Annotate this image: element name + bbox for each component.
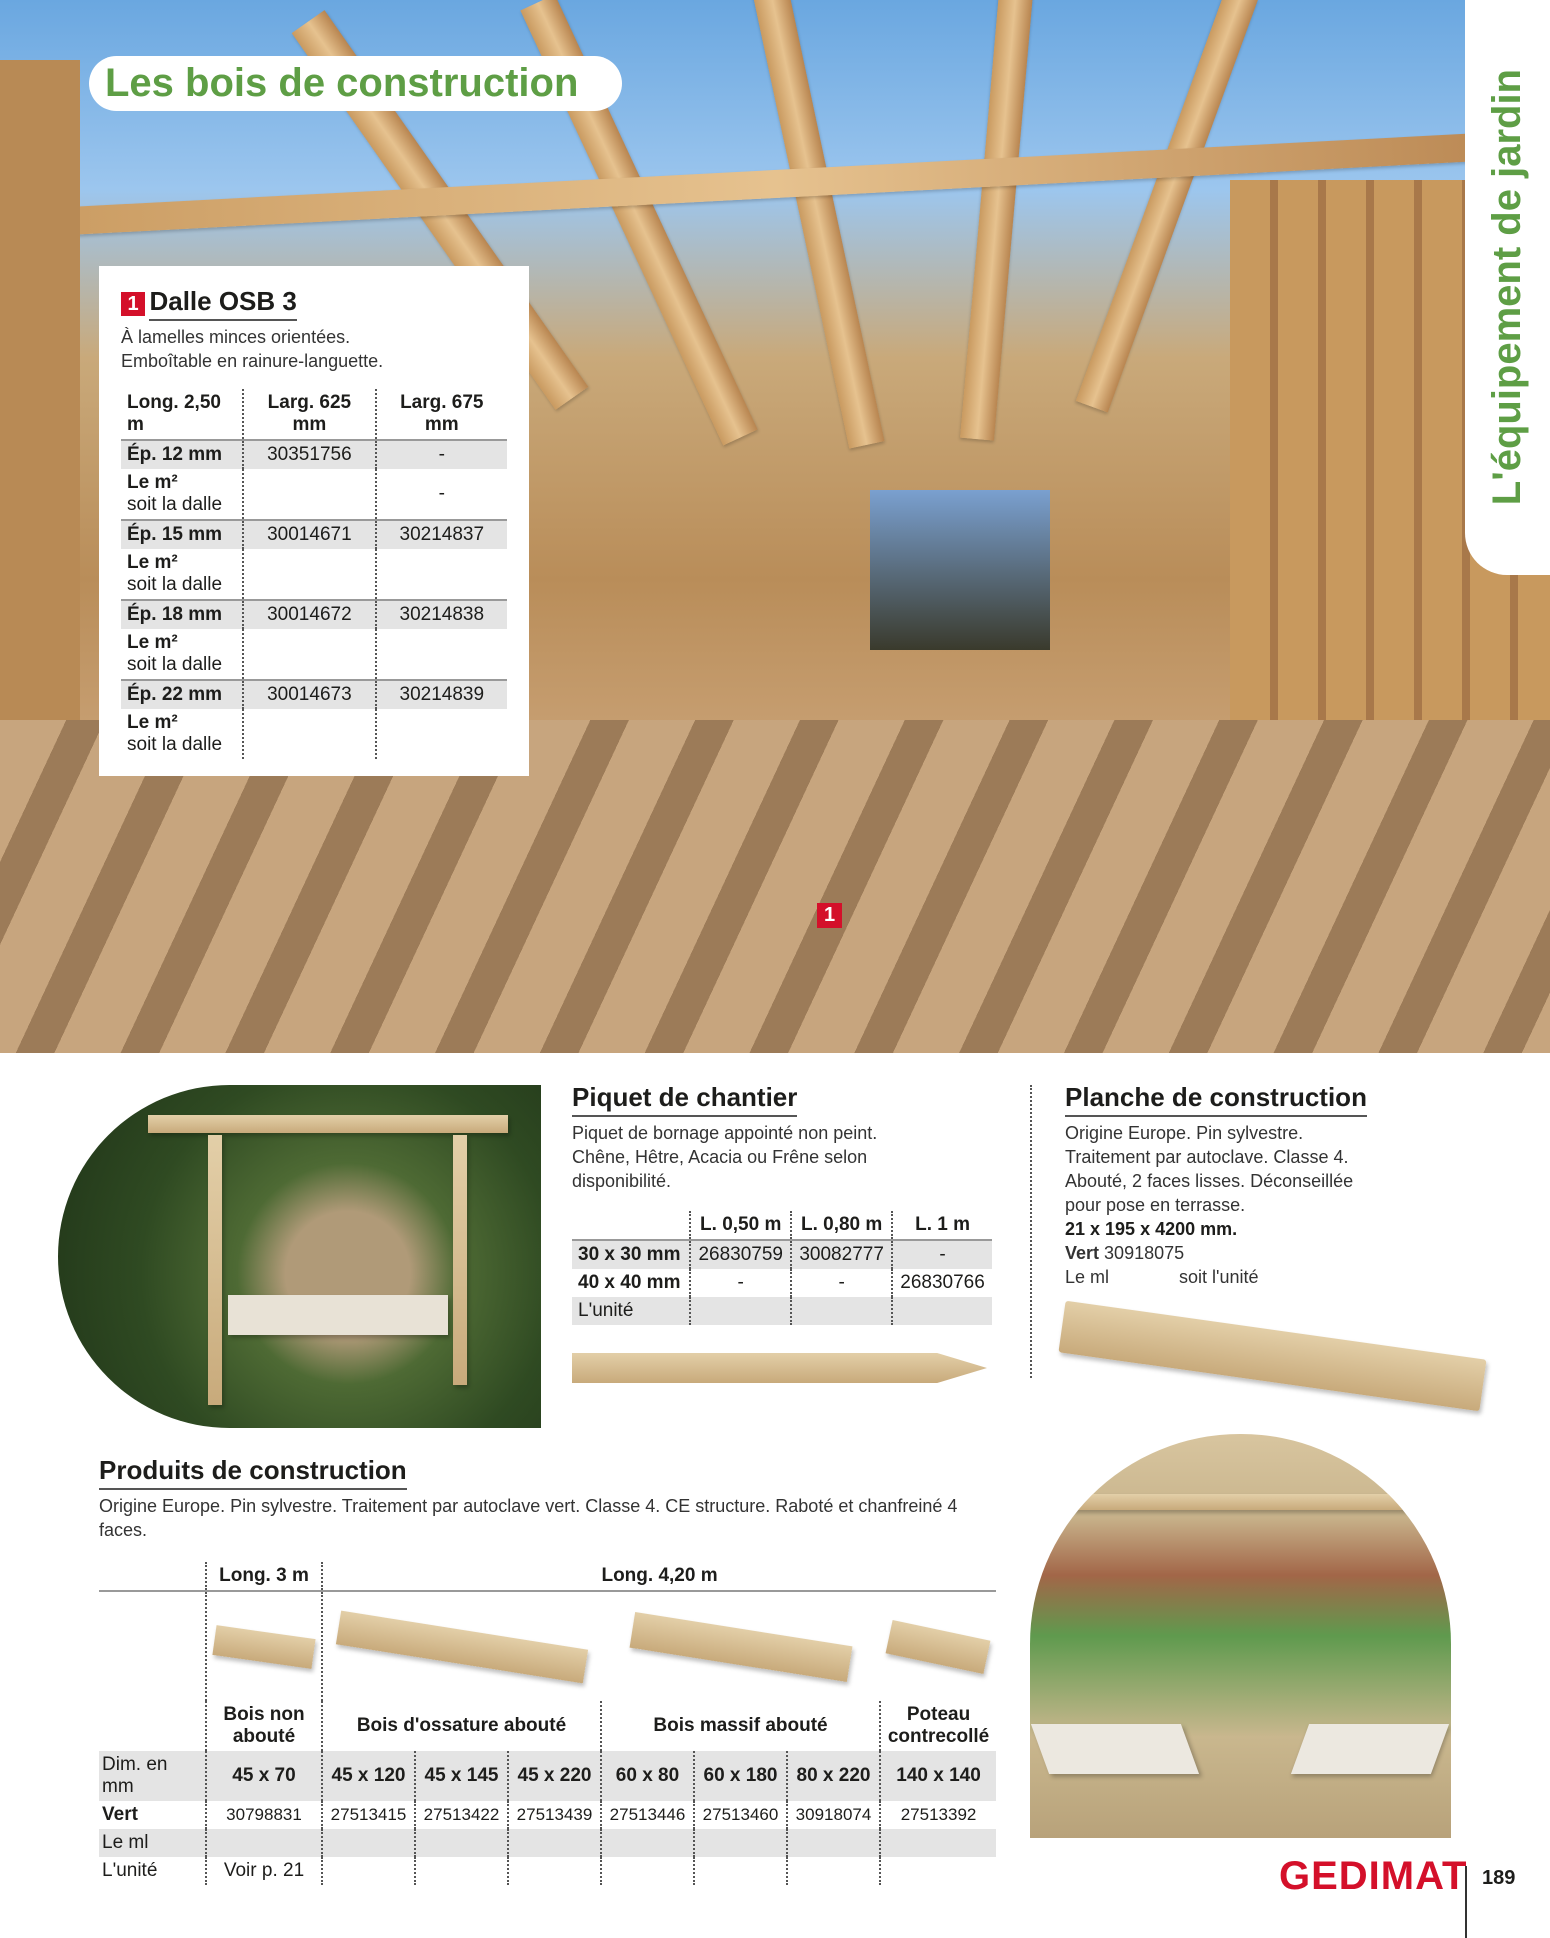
page-title-text: Les bois de construction	[105, 61, 579, 105]
produits-section	[99, 1455, 999, 1885]
osb-table	[121, 389, 507, 759]
table-row: Le m² soit la dalle -	[121, 469, 507, 520]
page-title	[89, 56, 622, 111]
gedimat-logo: GEDIMAT	[1279, 1854, 1468, 1898]
table-row: Le ml	[99, 1829, 996, 1857]
section-tab-label: L'équipement de jardin	[1485, 69, 1529, 506]
osb-product-box	[99, 266, 529, 776]
table-header: Long. 4,20 m	[322, 1562, 996, 1591]
product-title: Planche de construction	[1065, 1082, 1367, 1117]
product-desc: À lamelles minces orientées.	[121, 327, 351, 347]
vert-ref: 30918075	[1104, 1243, 1185, 1263]
bench	[1291, 1724, 1449, 1774]
table-row: Ép. 22 mm 30014673 30214839	[121, 680, 507, 709]
lumber-image	[212, 1625, 315, 1669]
produits-table	[99, 1562, 996, 1885]
group-label: Bois non abouté	[206, 1701, 322, 1751]
table-header: L. 1 m	[892, 1211, 992, 1240]
pergola-beam	[1070, 1494, 1410, 1510]
swing-bed	[228, 1295, 448, 1335]
product-title: Dalle OSB 3	[149, 286, 296, 321]
table-row: Vert 30798831 27513415 27513422 27513439 27513446 27513460 30918074 27513392	[99, 1801, 996, 1829]
page-number: 189	[1482, 1867, 1516, 1889]
price-unit-label: soit l'unité	[1179, 1267, 1259, 1287]
product-desc: Origine Europe. Pin sylvestre.	[1065, 1123, 1304, 1143]
product-number-badge: 1	[121, 292, 145, 316]
product-desc: disponibilité.	[572, 1171, 672, 1191]
table-header: L. 0,50 m	[690, 1211, 791, 1240]
lumber-image	[886, 1619, 991, 1673]
table-row: L'unité	[572, 1297, 992, 1325]
table-row: Le m² soit la dalle	[121, 709, 507, 759]
table-row: Dim. en mm 45 x 70 45 x 120 45 x 145 45 x 220 60 x 80 60 x 180 80 x 220 140 x 140	[99, 1751, 996, 1801]
table-row: 40 x 40 mm - - 26830766	[572, 1269, 992, 1297]
product-desc: Chêne, Hêtre, Acacia ou Frêne selon	[572, 1147, 868, 1167]
product-desc: Piquet de bornage appointé non peint.	[572, 1123, 878, 1143]
roof-beam	[960, 0, 1034, 441]
product-desc: Origine Europe. Pin sylvestre. Traitement par autoclave vert. Classe 4. CE structure. Raboté et chanfreiné 4 faces.	[99, 1496, 958, 1540]
table-row: Ép. 12 mm 30351756 -	[121, 440, 507, 469]
lumber-image	[629, 1612, 852, 1682]
price-ml-label: Le ml	[1065, 1267, 1110, 1287]
product-desc: Emboîtable en rainure-languette.	[121, 351, 384, 371]
table-header: Larg. 625 mm	[243, 389, 375, 440]
table-row: L'unité Voir p. 21	[99, 1857, 996, 1885]
product-title: Piquet de chantier	[572, 1082, 797, 1117]
planche-section	[1065, 1082, 1445, 1289]
group-label: Bois massif abouté	[601, 1701, 880, 1751]
table-row: Le m² soit la dalle	[121, 629, 507, 680]
table-row: Le m² soit la dalle	[121, 549, 507, 600]
hanging-bed-photo	[58, 1085, 541, 1428]
pergola-roof	[148, 1115, 508, 1133]
column-divider	[1030, 1085, 1032, 1378]
table-header: Long. 2,50 m	[127, 392, 221, 435]
pergola-photo	[1030, 1434, 1451, 1838]
post	[453, 1135, 467, 1385]
group-label: Poteau contrecollé	[880, 1701, 996, 1751]
table-header: Long. 3 m	[206, 1562, 322, 1591]
footer-divider	[1465, 1866, 1467, 1938]
table-header: Larg. 675 mm	[376, 389, 507, 440]
wall-left	[0, 60, 80, 820]
product-desc: pour pose en terrasse.	[1065, 1195, 1246, 1215]
table-header: L. 0,80 m	[791, 1211, 892, 1240]
product-desc: Abouté, 2 faces lisses. Déconseillée	[1065, 1171, 1354, 1191]
bench	[1031, 1724, 1199, 1774]
stake-image	[572, 1353, 987, 1383]
table-row: Ép. 18 mm 30014672 30214838	[121, 600, 507, 629]
piquet-table	[572, 1211, 992, 1325]
lumber-image	[336, 1610, 588, 1683]
photo-marker-badge: 1	[817, 903, 842, 928]
post	[208, 1135, 222, 1405]
table-row: Ép. 15 mm 30014671 30214837	[121, 520, 507, 549]
roof-beam	[752, 0, 885, 449]
vert-label: Vert	[1065, 1243, 1100, 1263]
piquet-section	[572, 1082, 1002, 1383]
plank-image	[1058, 1301, 1486, 1412]
product-title: Produits de construction	[99, 1455, 407, 1490]
section-tab[interactable]	[1465, 0, 1550, 575]
table-row: 30 x 30 mm 26830759 30082777 -	[572, 1240, 992, 1269]
product-dims: 21 x 195 x 4200 mm.	[1065, 1219, 1238, 1239]
product-desc: Traitement par autoclave. Classe 4.	[1065, 1147, 1349, 1167]
group-label: Bois d'ossature abouté	[322, 1701, 601, 1751]
window-opening	[870, 490, 1050, 650]
